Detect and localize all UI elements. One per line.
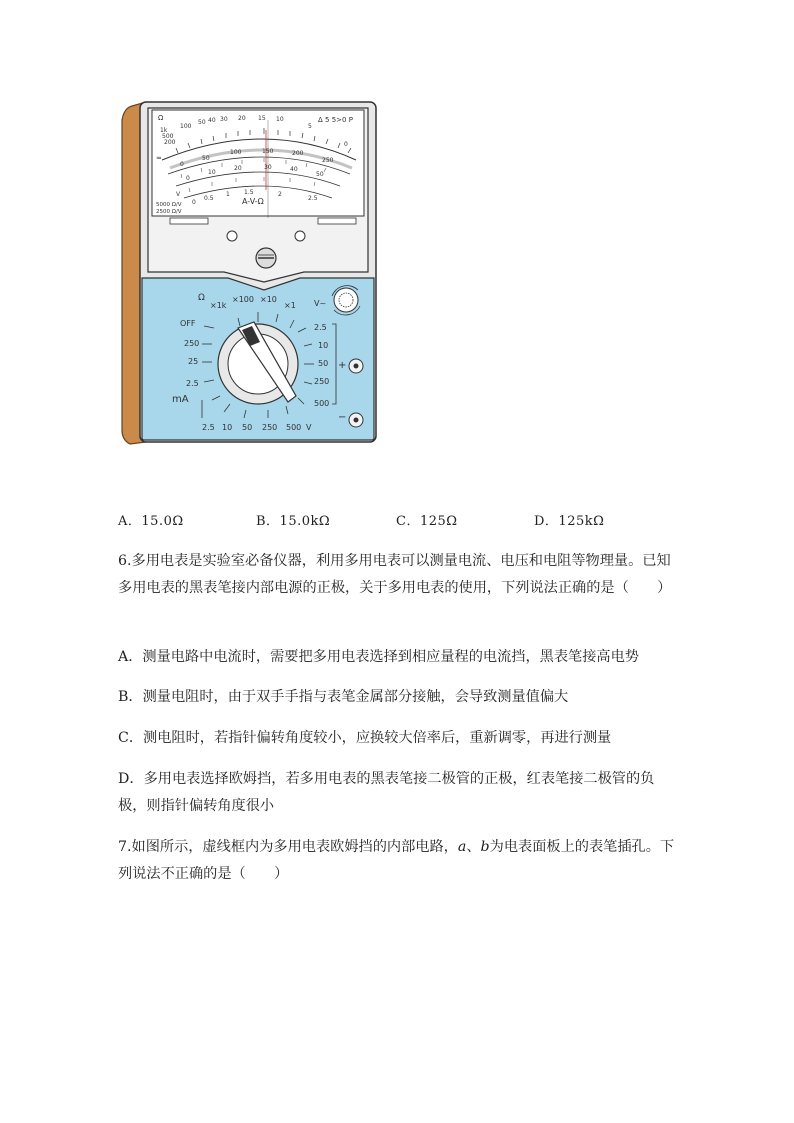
ohm-scale-15: 15 bbox=[258, 115, 266, 122]
ohm-scale-200: 200 bbox=[164, 139, 176, 146]
mid-scale-50: 50 bbox=[316, 171, 324, 178]
ohm-scale-40: 40 bbox=[208, 117, 216, 124]
dial-ohm-label: Ω bbox=[198, 293, 205, 303]
dc-scale-50: 50 bbox=[202, 155, 210, 162]
scale-note-2500: 2500 Ω/V bbox=[156, 209, 182, 215]
ohm-scale-500: 500 bbox=[162, 133, 174, 140]
mid-scale-30: 30 bbox=[264, 164, 272, 171]
dial-ac-10: 10 bbox=[318, 341, 329, 350]
scale-label-ohm: Ω bbox=[158, 114, 164, 122]
minus-sign: − bbox=[338, 412, 347, 423]
ohm-scale-5: 5 bbox=[308, 123, 312, 130]
question-6-option-d[interactable] bbox=[118, 766, 678, 820]
dial-ma-label: mA bbox=[172, 394, 189, 405]
q7-var-b: b bbox=[480, 839, 490, 855]
question-6-text: 6.多用电表是实验室必备仪器，利用多用电表可以测量电流、电压和电阻等物理量。已知多用电表的黑表笔接内部电源的正极，关于多用电表的使用，下列说法正确的是（ ） bbox=[118, 553, 672, 596]
ac-scale-0: 0 bbox=[192, 199, 196, 206]
dc-scale-200: 200 bbox=[292, 150, 304, 157]
ohm-scale-50: 50 bbox=[198, 119, 206, 126]
question-6-option-a[interactable] bbox=[118, 644, 678, 671]
q6-option-a-text: A．测量电路中电流时，需要把多用电表选择到相应量程的电流挡，黑表笔接高电势 bbox=[118, 649, 639, 665]
dial-dcv-10: 10 bbox=[222, 423, 233, 432]
dial-ac-250: 250 bbox=[314, 377, 330, 386]
positive-jack bbox=[349, 359, 363, 373]
ac-scale-1: 1 bbox=[226, 191, 230, 198]
choice-a[interactable]: A．15.0Ω bbox=[118, 514, 184, 529]
q7-stem-post: 为电表面板上的表笔插孔。下列说法不正确的是（ ） bbox=[118, 839, 675, 882]
ac-scale-2: 2 bbox=[278, 191, 282, 198]
dial-dcv-50: 50 bbox=[242, 423, 253, 432]
dial-dcv-500: 500 bbox=[286, 423, 302, 432]
question-7-stem bbox=[118, 834, 678, 888]
dial-dcv-2-5: 2.5 bbox=[202, 423, 215, 432]
q7-var-a: a bbox=[457, 839, 467, 855]
dc-scale-150: 150 bbox=[262, 148, 274, 155]
dc-scale-0: 0 bbox=[180, 161, 184, 168]
dc-scale-100: 100 bbox=[230, 149, 242, 156]
dial-ma-250: 250 bbox=[184, 339, 200, 348]
dial-ohm-x1: ×1 bbox=[284, 301, 296, 310]
ohm-scale-0: 0 bbox=[344, 141, 348, 148]
scale-corner-top: Δ 5 5>0 P bbox=[318, 116, 353, 124]
negative-jack bbox=[349, 413, 363, 427]
dial-ac-2-5: 2.5 bbox=[314, 323, 327, 332]
dial-ohm-x100: ×100 bbox=[232, 295, 254, 304]
scale-center-label: A-V-Ω bbox=[242, 197, 264, 206]
q7-sep: 、 bbox=[466, 839, 481, 855]
dc-scale-250: 250 bbox=[322, 157, 334, 164]
mid-scale-40: 40 bbox=[290, 166, 298, 173]
question-7-text bbox=[118, 834, 678, 888]
dial-ohm-x1k: ×1k bbox=[210, 301, 227, 310]
dial-ma-25: 25 bbox=[188, 357, 199, 366]
choice-b[interactable]: B．15.0kΩ bbox=[256, 514, 331, 529]
ohm-scale-1k: 1k bbox=[160, 127, 168, 134]
ohm-scale-100: 100 bbox=[180, 123, 192, 130]
mid-scale-0: 0 bbox=[186, 175, 190, 182]
ac-scale-0-5: 0.5 bbox=[204, 195, 214, 202]
scale-label-ac: V bbox=[176, 191, 181, 198]
mid-scale-20: 20 bbox=[234, 165, 242, 172]
ac-scale-1-5: 1.5 bbox=[244, 189, 254, 196]
plus-sign: + bbox=[338, 360, 347, 371]
ohm-scale-10: 10 bbox=[276, 116, 284, 123]
question-6-option-b[interactable] bbox=[118, 684, 678, 711]
ohm-scale-30: 30 bbox=[220, 116, 228, 123]
q6-option-c-text: C．测电阻时，若指针偏转角度较小，应换较大倍率后，重新调零，再进行测量 bbox=[118, 730, 612, 746]
mid-scale-10: 10 bbox=[208, 169, 216, 176]
q6-option-d-text: D．多用电表选择欧姆挡，若多用电表的黑表笔接二极管的正极，红表笔接二极管的负极，则指针偏转角度很小 bbox=[118, 771, 655, 814]
ac-scale-2-5: 2.5 bbox=[308, 195, 318, 202]
dial-ma-2-5: 2.5 bbox=[186, 379, 199, 388]
dial-ma-off: OFF bbox=[180, 319, 196, 328]
dial-dcv-label: V bbox=[306, 423, 312, 432]
dial-ac-50: 50 bbox=[318, 359, 329, 368]
scale-note-5000: 5000 Ω/V bbox=[156, 202, 182, 208]
choice-c[interactable]: C．125Ω bbox=[396, 514, 458, 529]
dial-ac-label: V~ bbox=[314, 299, 327, 308]
question-6-stem bbox=[118, 548, 678, 602]
scale-label-dc: ≂ bbox=[156, 154, 162, 162]
multimeter-figure bbox=[118, 100, 380, 448]
q7-stem-pre: 7.如图所示，虚线框内为多用电表欧姆挡的内部电路， bbox=[118, 839, 458, 855]
q6-option-b-text: B．测量电阻时，由于双手手指与表笔金属部分接触，会导致测量值偏大 bbox=[118, 689, 569, 705]
dial-ac-500: 500 bbox=[314, 399, 330, 408]
question-6-option-c[interactable] bbox=[118, 725, 678, 752]
dial-ohm-x10: ×10 bbox=[260, 295, 277, 304]
dial-dcv-250: 250 bbox=[262, 423, 278, 432]
ohm-scale-20: 20 bbox=[238, 115, 246, 122]
choice-d[interactable]: D．125kΩ bbox=[534, 514, 605, 529]
